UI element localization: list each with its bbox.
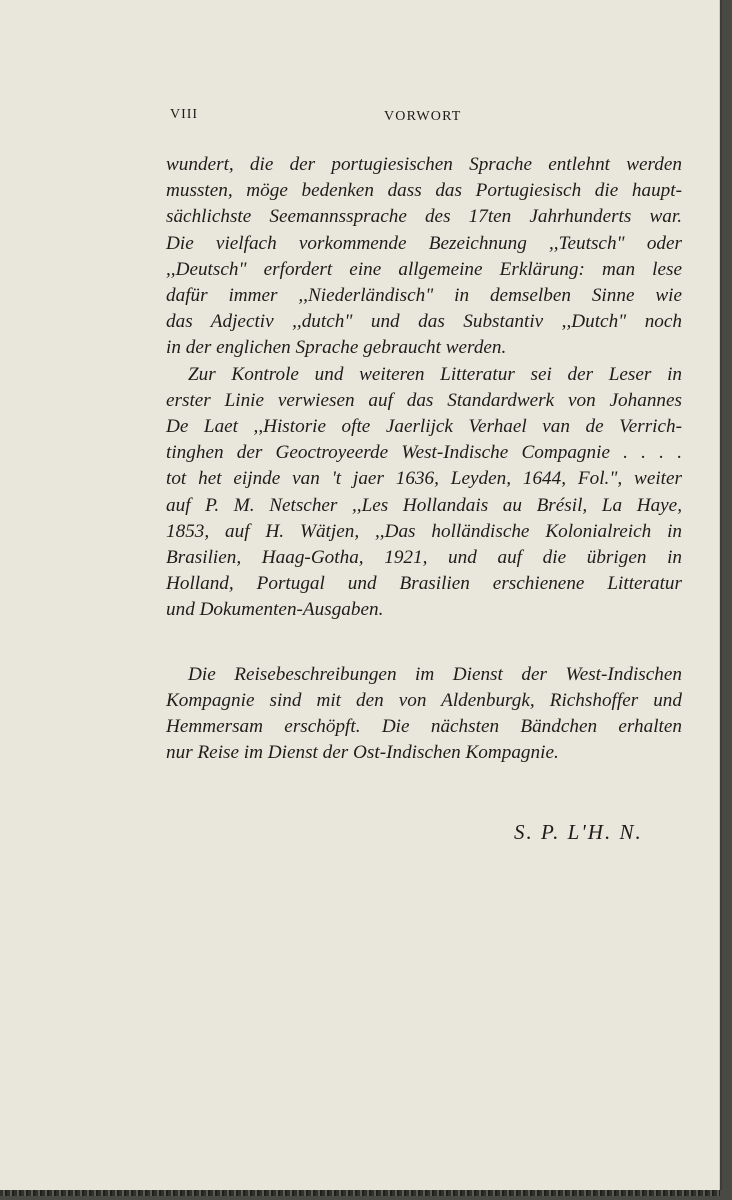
text-line: nur Reise im Dienst der Ost-Indischen Kompagnie. bbox=[166, 742, 559, 764]
text-line: Zur Kontrole und weiteren Litteratur sei der Leser in bbox=[188, 363, 682, 385]
text-line: erster Linie verwiesen auf das Standardwerk von Johannes bbox=[166, 389, 682, 411]
text-line: tot het eijnde van 't jaer 1636, Leyden, 1644, Fol.", weiter bbox=[166, 468, 682, 490]
text-line: Hemmersam erschöpft. Die nächsten Bändchen erhalten bbox=[166, 716, 682, 738]
text-line: und Dokumenten-Ausgaben. bbox=[166, 599, 384, 621]
page-number: VIII bbox=[170, 107, 199, 122]
text-line: Holland, Portugal und Brasilien erschienene Litteratur bbox=[166, 573, 682, 595]
paragraph-gap bbox=[166, 624, 682, 662]
text-line: in der englichen Sprache gebraucht werden. bbox=[166, 337, 507, 359]
page-header bbox=[170, 107, 680, 127]
text-line: De Laet ,,Historie ofte Jaerlijck Verhael van de Verrich- bbox=[166, 416, 682, 438]
running-title: VORWORT bbox=[384, 109, 462, 124]
text-line: 1853, auf H. Wätjen, ,,Das holländische Kolonialreich in bbox=[166, 520, 682, 542]
text-line: mussten, möge bedenken dass das Portugiesisch die haupt- bbox=[166, 180, 682, 202]
signature: S. P. L'H. N. bbox=[514, 820, 643, 844]
text-line: Kompagnie sind mit den von Aldenburgk, Richshoffer und bbox=[166, 689, 682, 711]
body-text bbox=[166, 152, 682, 766]
paragraph-travel-reports bbox=[166, 662, 682, 767]
text-line: Die vielfach vorkommende Bezeichnung ,,Teutsch" oder bbox=[166, 232, 682, 254]
text-line: Brasilien, Haag-Gotha, 1921, und auf die übrigen in bbox=[166, 547, 682, 569]
text-line: das Adjectiv ,,dutch" und das Substantiv ,,Dutch" noch bbox=[166, 311, 682, 333]
text-line: sächlichste Seemannssprache des 17ten Jahrhunderts war. bbox=[166, 206, 682, 228]
text-line: Die Reisebeschreibungen im Dienst der West-Indischen bbox=[188, 663, 682, 685]
text-line: dafür immer ,,Niederländisch" in demselben Sinne wie bbox=[166, 285, 682, 307]
text-line: wundert, die der portugiesischen Sprache entlehnt werden bbox=[166, 154, 682, 175]
text-line: tinghen der Geoctroyeerde West-Indische Compagnie . . . . bbox=[166, 442, 682, 464]
text-line: auf P. M. Netscher ,,Les Hollandais au Brésil, La Haye, bbox=[166, 494, 682, 516]
text-line: ,,Deutsch" erfordert eine allgemeine Erklärung: man lese bbox=[166, 258, 682, 280]
paragraph-literature bbox=[166, 362, 682, 624]
paragraph-language-note bbox=[166, 152, 682, 362]
